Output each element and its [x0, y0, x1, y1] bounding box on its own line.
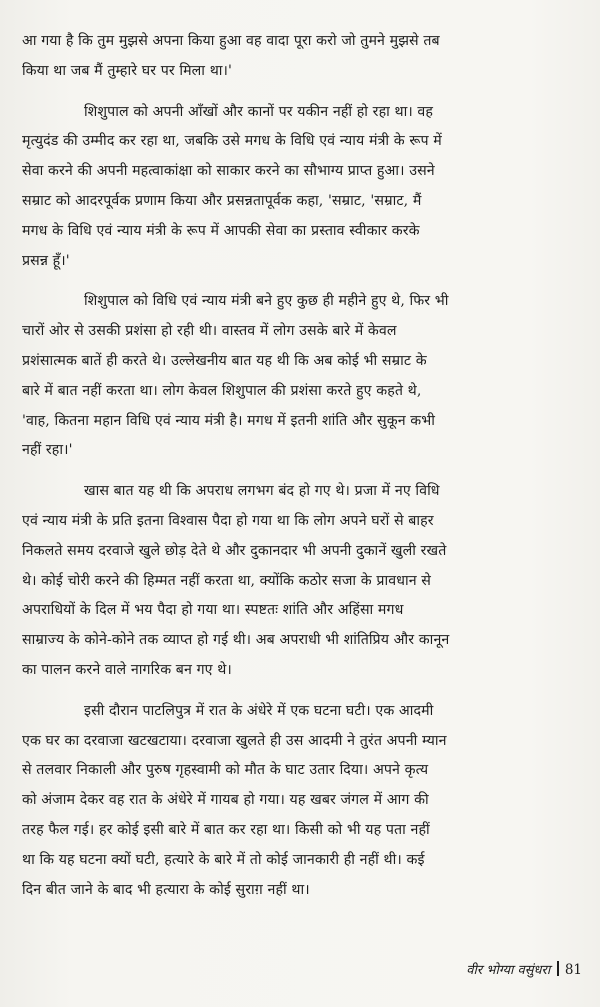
text-line: प्रसन्न हूँ।': [22, 252, 70, 269]
text-line: किया था जब मैं तुम्हारे घर पर मिला था।': [22, 62, 233, 79]
text-line: नहीं रहा।': [22, 442, 73, 459]
text-line: दिन बीत जाने के बाद भी हत्यारा के कोई सुराग़ नहीं था।: [22, 881, 310, 898]
footer-divider: [557, 961, 559, 976]
page-footer: [466, 960, 582, 981]
text-line: निकलते समय दरवाजे खुले छोड़ देते थे और दुकानदार भी अपनी दुकानें खुली रखते: [22, 542, 447, 559]
text-line: साम्राज्य के कोने-कोने तक व्याप्त हो गई थी। अब अपराधी भी शांतिप्रिय और कानून: [22, 632, 450, 649]
paragraph: [22, 27, 580, 87]
text-line: एक घर का दरवाजा खटखटाया। दरवाजा खुलते ही उस आदमी ने तुरंत अपनी म्यान: [22, 732, 447, 749]
text-line: था कि यह घटना क्यों घटी, हत्यारे के बारे में तो कोई जानकारी ही नहीं थी। कई: [22, 851, 425, 868]
text-line: तरह फैल गई। हर कोई इसी बारे में बात कर रहा था। किसी को भी यह पता नहीं: [22, 821, 430, 838]
text-line: 'वाह, कितना महान विधि एवं न्याय मंत्री है। मगध में इतनी शांति और सुकून कभी: [22, 412, 436, 429]
page-body: [22, 27, 580, 905]
text-line: एवं न्याय मंत्री के प्रति इतना विश्वास पैदा हो गया था कि लोग अपने घरों से बाहर: [22, 512, 434, 529]
paragraph: [22, 477, 580, 686]
text-line: मृत्युदंड की उम्मीद कर रहा था, जबकि उसे मगध के विधि एवं न्याय मंत्री के रूप में: [22, 133, 442, 150]
text-line: बारे में बात नहीं करता था। लोग केवल शिशुपाल की प्रशंसा करते हुए कहते थे,: [22, 382, 422, 399]
text-line: सम्राट को आदरपूर्वक प्रणाम किया और प्रसन्नतापूर्वक कहा, 'सम्राट, 'सम्राट, मैं: [22, 192, 422, 209]
text-line: मगध के विधि एवं न्याय मंत्री के रूप में आपकी सेवा का प्रस्ताव स्वीकार करके: [22, 222, 420, 239]
text-line: सेवा करने की अपनी महत्वाकांक्षा को साकार करने का सौभाग्य प्राप्त हुआ। उसने: [22, 163, 435, 180]
paragraph: [22, 98, 580, 277]
text-line: शिशुपाल को अपनी आँखों और कानों पर यकीन नहीं हो रहा था। वह: [84, 103, 434, 120]
text-line: खास बात यह थी कि अपराध लगभग बंद हो गए थे। प्रजा में नए विधि: [84, 483, 440, 500]
text-line: थे। कोई चोरी करने की हिम्मत नहीं करता था, क्योंकि कठोर सजा के प्रावधान से: [22, 572, 432, 589]
paragraph: [22, 287, 580, 466]
book-title: वीर भोग्या वसुंधरा: [466, 963, 551, 978]
text-line: शिशुपाल को विधि एवं न्याय मंत्री बने हुए कुछ ही महीने हुए थे, फिर भी: [84, 293, 449, 310]
paragraph: [22, 697, 580, 906]
page-number: 81: [564, 962, 582, 978]
text-line: आ गया है कि तुम मुझसे अपना किया हुआ वह वादा पूरा करो जो तुमने मुझसे तब: [22, 33, 440, 49]
text-line: चारों ओर से उसकी प्रशंसा हो रही थी। वास्तव में लोग उसके बारे में केवल: [22, 323, 397, 340]
text-line: अपराधियों के दिल में भय पैदा हो गया था। स्पष्टतः शांति और अहिंसा मगध: [22, 602, 404, 619]
text-line: प्रशंसात्मक बातें ही करते थे। उल्लेखनीय बात यह थी कि अब कोई भी सम्राट के: [22, 352, 427, 369]
text-line: का पालन करने वाले नागरिक बन गए थे।: [22, 661, 232, 678]
text-line: को अंजाम देकर वह रात के अंधेरे में गायब हो गया। यह खबर जंगल में आग की: [22, 792, 429, 809]
text-line: इसी दौरान पाटलिपुत्र में रात के अंधेरे में एक घटना घटी। एक आदमी: [84, 702, 434, 719]
text-line: से तलवार निकाली और पुरुष गृहस्वामी को मौत के घाट उतार दिया। अपने कृत्य: [22, 762, 429, 779]
